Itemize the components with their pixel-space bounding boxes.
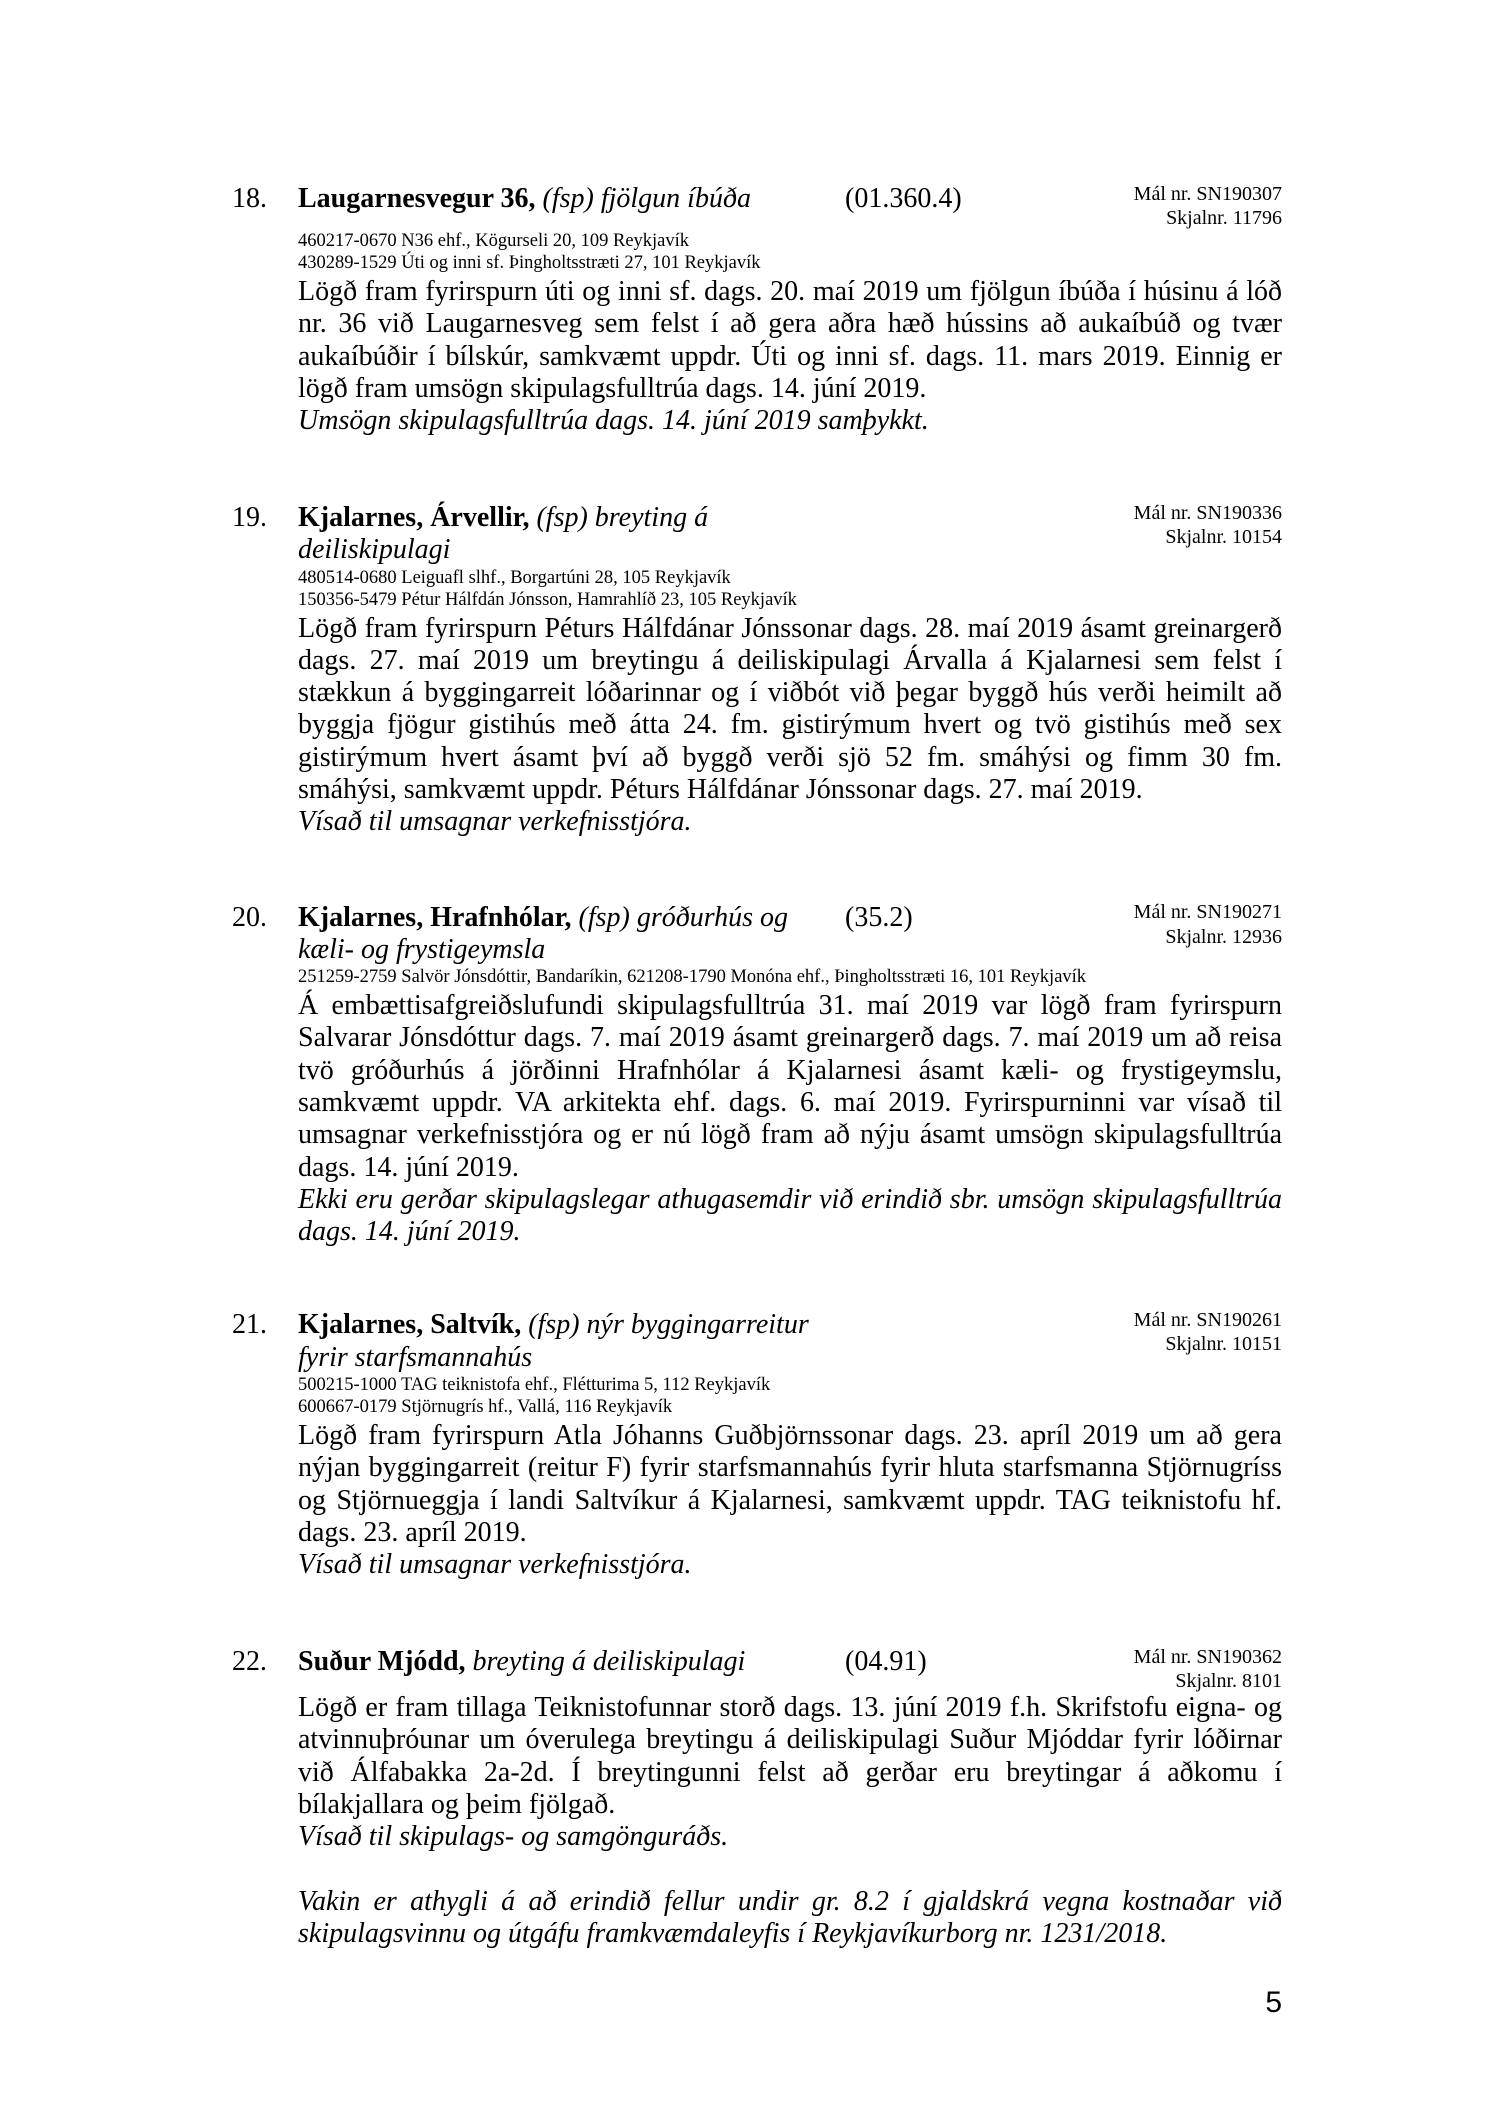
item-body bbox=[298, 613, 1282, 839]
item-subtitle: (fsp) nýr byggingarreitur bbox=[528, 1309, 809, 1341]
description-line: nýjan byggingarreit (reitur F) fyrir starfsmannahús fyrir hluta starfsmanna Stjörnugríss bbox=[298, 1452, 1282, 1484]
description-line: Á embættisafgreiðslufundi skipulagsfulltrúa 31. maí 2019 var lögð fram fyrirspurn bbox=[298, 990, 1282, 1022]
case-number: Mál nr. SN190307 bbox=[1133, 182, 1282, 205]
item-body bbox=[298, 990, 1282, 1248]
document-number: Skjalnr. 10151 bbox=[1165, 1333, 1282, 1356]
item-number: 18. bbox=[232, 183, 267, 214]
item-title: Suður Mjódd, bbox=[298, 1646, 466, 1677]
item-heading bbox=[298, 1646, 745, 1678]
item-content bbox=[298, 230, 1282, 437]
item-body bbox=[298, 276, 1282, 437]
item-subtitle: (fsp) breyting á bbox=[536, 502, 709, 533]
description-line: lögð fram umsögn skipulagsfulltrúa dags. 14. júní 2019. bbox=[298, 372, 927, 404]
item-land-code: (04.91) bbox=[845, 1646, 927, 1677]
item-heading bbox=[298, 502, 708, 534]
conclusion-line: Umsögn skipulagsfulltrúa dags. 14. júní 2019 samþykkt. bbox=[298, 405, 929, 437]
item-heading bbox=[298, 183, 751, 215]
conclusion-line: Vísað til umsagnar verkefnisstjóra. bbox=[298, 1549, 692, 1581]
note-line: skipulagsvinnu og útgáfu framkvæmdaleyfis í Reykjavíkurborg nr. 1231/2018. bbox=[298, 1918, 1168, 1950]
description-line: Lögð er fram tillaga Teiknistofunnar storð dags. 13. júní 2019 f.h. Skrifstofu eigna- og bbox=[298, 1692, 1282, 1723]
item-heading bbox=[298, 1309, 809, 1341]
item-subtitle: (fsp) gróðurhús og bbox=[578, 901, 789, 933]
conclusion-line: dags. 14. júní 2019. bbox=[298, 1216, 521, 1248]
agenda-item bbox=[0, 182, 1500, 437]
description-line: atvinnuþróunar um óverulega breytingu á deiliskipulagi Suður Mjóddar fyrir lóðirnar bbox=[298, 1724, 1282, 1756]
item-references bbox=[1134, 1645, 1282, 1694]
description-line: samkvæmt uppdr. VA arkitekta ehf. dags. 6. maí 2019. Fyrirspurninni var vísað til bbox=[298, 1087, 1282, 1119]
party-line: 600667-0179 Stjörnugrís hf., Vallá, 116 Reykjavík bbox=[298, 1396, 673, 1417]
conclusion-line: Vísað til skipulags- og samgönguráðs. bbox=[298, 1821, 729, 1853]
case-number: Mál nr. SN190336 bbox=[1133, 501, 1282, 524]
document-number: Skjalnr. 11796 bbox=[1166, 207, 1282, 229]
document-number: Skjalnr. 12936 bbox=[1165, 925, 1282, 948]
description-line: smáhýsi, samkvæmt uppdr. Péturs Hálfdánar Jónssonar dags. 27. maí 2019. bbox=[298, 774, 1143, 806]
document-number: Skjalnr. 8101 bbox=[1175, 1670, 1282, 1692]
item-content bbox=[298, 966, 1282, 1248]
description-line: Lögð fram fyrirspurn Atla Jóhanns Guðbjörnssonar dags. 23. apríl 2019 um að gera bbox=[298, 1419, 1282, 1451]
item-title: Laugarnesvegur 36, bbox=[298, 183, 536, 214]
party-line: 430289-1529 Úti og inni sf. Þingholtsstræti 27, 101 Reykjavík bbox=[298, 253, 761, 273]
description-line: byggja fjögur gistihús með átta 24. fm. gistirýmum hvert og tvö gistihús með sex bbox=[298, 709, 1282, 741]
party-line: 251259-2759 Salvör Jónsdóttir, Bandaríkin, 621208-1790 Monóna ehf., Þingholtsstræti 16, 101 Reykjavík bbox=[298, 967, 1087, 988]
case-number: Mál nr. SN190362 bbox=[1133, 1645, 1282, 1668]
description-line: dags. 27. maí 2019 um breytingu á deiliskipulagi Árvalla á Kjalarnesi sem felst í bbox=[298, 644, 1282, 676]
item-references bbox=[1134, 501, 1282, 550]
party-line: 460217-0670 N36 ehf., Kögurseli 20, 109 Reykjavík bbox=[298, 231, 690, 251]
item-subtitle: breyting á deiliskipulagi bbox=[472, 1646, 746, 1677]
item-title: Kjalarnes, Árvellir, bbox=[298, 502, 530, 533]
item-subtitle-continued: deiliskipulagi bbox=[298, 534, 451, 566]
item-number: 20. bbox=[232, 901, 267, 933]
item-content bbox=[298, 1374, 1282, 1581]
item-land-code: (01.360.4) bbox=[845, 183, 962, 214]
description-line: stækkun á byggingarreit lóðarinnar og í viðbót við þegar byggð hús verði heimilt að bbox=[298, 677, 1282, 709]
paragraph-spacer bbox=[298, 1853, 1282, 1885]
item-title: Kjalarnes, Saltvík, bbox=[298, 1309, 522, 1341]
item-subtitle-continued: kæli- og frystigeymsla bbox=[298, 933, 546, 965]
item-body bbox=[298, 1420, 1282, 1581]
agenda-item bbox=[0, 1645, 1500, 1950]
party-line: 500215-1000 TAG teiknistofa ehf., Flétturima 5, 112 Reykjavík bbox=[298, 1374, 771, 1395]
item-number: 19. bbox=[232, 502, 267, 533]
party-line: 150356-5479 Pétur Hálfdán Jónsson, Hamrahlíð 23, 105 Reykjavík bbox=[298, 589, 797, 610]
item-number: 21. bbox=[232, 1309, 267, 1341]
item-number: 22. bbox=[232, 1646, 267, 1677]
description-line: dags. 14. júní 2019. bbox=[298, 1151, 519, 1183]
item-references bbox=[1134, 182, 1282, 231]
conclusion-line: Vísað til umsagnar verkefnisstjóra. bbox=[298, 806, 692, 838]
description-line: við Álfabakka 2a-2d. Í breytingunni felst að gerðar eru breytingar á aðkomu í bbox=[298, 1756, 1282, 1788]
item-land-code: (35.2) bbox=[845, 901, 913, 933]
party-line: 480514-0680 Leiguafl slhf., Borgartúni 28, 105 Reykjavík bbox=[298, 567, 731, 588]
agenda-item bbox=[0, 501, 1500, 838]
description-line: Salvarar Jónsdóttur dags. 7. maí 2019 ásamt greinargerð dags. 7. maí 2019 um að reisa bbox=[298, 1022, 1282, 1054]
item-content bbox=[298, 1690, 1282, 1950]
agenda-item bbox=[0, 1308, 1500, 1581]
conclusion-line: Ekki eru gerðar skipulagslegar athugasemdir við erindið sbr. umsögn skipulagsfulltrúa bbox=[298, 1183, 1282, 1215]
description-line: nr. 36 við Laugarnesveg sem felst í að gera aðra hæð hússins að aukaíbúð og tvær bbox=[298, 308, 1282, 340]
case-number: Mál nr. SN190271 bbox=[1133, 901, 1282, 924]
item-subtitle-continued: fyrir starfsmannahús bbox=[298, 1341, 533, 1373]
note-line: Vakin er athygli á að erindið fellur undir gr. 8.2 í gjaldskrá vegna kostnaðar við bbox=[298, 1885, 1282, 1917]
description-line: Lögð fram fyrirspurn úti og inni sf. dags. 20. maí 2019 um fjölgun íbúða í húsinu á lóð bbox=[298, 276, 1282, 307]
description-line: tvö gróðurhús á jörðinni Hrafnhólar á Kjalarnesi ásamt kæli- og frystigeymslu, bbox=[298, 1054, 1282, 1086]
item-content bbox=[298, 567, 1282, 839]
document-number: Skjalnr. 10154 bbox=[1165, 526, 1282, 548]
item-references bbox=[1134, 900, 1282, 949]
description-line: Lögð fram fyrirspurn Péturs Hálfdánar Jónssonar dags. 28. maí 2019 ásamt greinargerð bbox=[298, 612, 1282, 644]
description-line: bílakjallara og þeim fjölgað. bbox=[298, 1788, 616, 1820]
agenda-item bbox=[0, 901, 1500, 1248]
description-line: aukaíbúðir í bílskúr, samkvæmt uppdr. Úti og inni sf. dags. 11. mars 2019. Einnig er bbox=[298, 340, 1282, 372]
description-line: dags. 23. apríl 2019. bbox=[298, 1516, 527, 1548]
item-subtitle: (fsp) fjölgun íbúða bbox=[542, 183, 751, 214]
item-references bbox=[1134, 1308, 1282, 1357]
page-number: 5 bbox=[1265, 1986, 1282, 2019]
description-line: umsagnar verkefnisstjóra og er nú lögð fram að nýju ásamt umsögn skipulagsfulltrúa bbox=[298, 1119, 1282, 1151]
item-title: Kjalarnes, Hrafnhólar, bbox=[298, 901, 572, 933]
description-line: gistirýmum hvert ásamt því að byggð verði sjö 52 fm. smáhýsi og fimm 30 fm. bbox=[298, 741, 1282, 773]
description-line: og Stjörnueggja í landi Saltvíkur á Kjalarnesi, samkvæmt uppdr. TAG teiknistofu hf. bbox=[298, 1484, 1282, 1516]
item-body bbox=[298, 1692, 1282, 1950]
item-heading bbox=[298, 902, 788, 934]
case-number: Mál nr. SN190261 bbox=[1133, 1308, 1282, 1331]
